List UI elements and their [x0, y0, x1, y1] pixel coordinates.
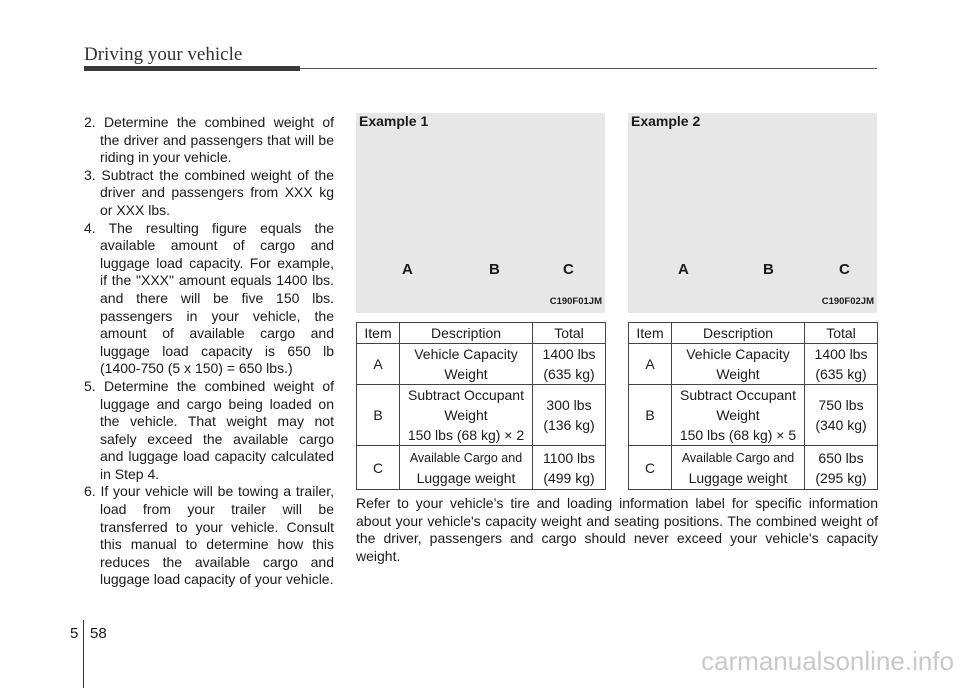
item-cell: B — [629, 385, 672, 446]
figure-code: C190F01JM — [549, 296, 602, 307]
chapter-number: 5 — [70, 625, 79, 642]
col-header-total: Total — [805, 323, 878, 344]
figure-label-c: C — [563, 261, 574, 278]
table-row — [629, 385, 878, 446]
step-number: 2. — [84, 114, 96, 130]
steps-list — [84, 114, 334, 589]
step-item — [84, 114, 334, 167]
step-number: 3. — [84, 166, 96, 183]
table-header-row — [629, 323, 878, 344]
figure-label-c: C — [839, 261, 850, 278]
step-item — [84, 378, 334, 484]
step-item — [84, 483, 334, 589]
figure-label-b: B — [489, 261, 500, 278]
header-rule — [300, 68, 877, 69]
description-cell: Available Cargo and Luggage weight — [672, 446, 805, 490]
example-1-figure — [356, 113, 605, 313]
description-cell: Available Cargo and Luggage weight — [400, 446, 533, 490]
watermark-text: carmanualsonline.info — [701, 646, 954, 676]
table-row — [357, 446, 606, 490]
col-header-item: Item — [357, 323, 400, 344]
step-number: 5. — [84, 377, 96, 394]
example-1-title: Example 1 — [359, 113, 429, 129]
table-row — [357, 385, 606, 446]
description-cell: Subtract Occupant Weight 150 lbs (68 kg) × 5 — [672, 385, 805, 446]
table-row — [357, 344, 606, 385]
table-row — [629, 446, 878, 490]
step-text: Subtract the combined weight of the driver and passengers from XXX kg or XXX lbs. — [100, 166, 334, 218]
item-cell: B — [357, 385, 400, 446]
item-cell: C — [357, 446, 400, 490]
item-cell: C — [629, 446, 672, 490]
col-header-item: Item — [629, 323, 672, 344]
step-number: 6. — [84, 483, 96, 500]
example-2-figure — [628, 113, 877, 313]
item-cell: A — [629, 344, 672, 385]
total-cell: 1400 lbs (635 kg) — [533, 344, 606, 385]
total-cell: 1100 lbs (499 kg) — [533, 446, 606, 490]
figure-code: C190F02JM — [821, 296, 874, 307]
step-number: 4. — [84, 219, 96, 236]
col-header-description: Description — [672, 323, 805, 344]
example-2-table — [628, 322, 878, 490]
table-header-row — [357, 323, 606, 344]
page-header-title: Driving your vehicle — [84, 44, 243, 65]
step-text: If your vehicle will be towing a trailer, load from your trailer will be transferred to your vehicle. Consult this manual to determine how this reduces the available cargo and luggage load capacity of your vehicle. — [100, 483, 334, 588]
example-2-title: Example 2 — [631, 113, 701, 129]
description-cell: Vehicle Capacity Weight — [400, 344, 533, 385]
step-item — [84, 220, 334, 378]
step-text: Determine the combined weight of luggage and cargo being loaded on the vehicle. That weight may not safely exceed the available cargo and luggage load capacity calculated in Step 4. — [100, 377, 335, 482]
step-item — [84, 167, 334, 220]
col-header-total: Total — [533, 323, 606, 344]
total-cell: 650 lbs (295 kg) — [805, 446, 878, 490]
header-accent-bar — [84, 66, 300, 71]
step-text: The resulting figure equals the available amount of cargo and luggage load capacity. For example, if the "XXX" amount equals 1400 lbs. and there will be five 150 lbs. passengers in your vehicle, the amount of available cargo and luggage load capacity is 650 lb (1400-750 (5 x 150) = 650 lbs.) — [100, 219, 334, 377]
figure-label-b: B — [763, 261, 774, 278]
table-row — [629, 344, 878, 385]
description-cell: Subtract Occupant Weight 150 lbs (68 kg) × 2 — [400, 385, 533, 446]
example-1-table — [356, 322, 606, 490]
loading-label-note: Refer to your vehicle’s tire and loading information label for specific information about your vehicle's capacity weight and seating positions. The combined weight of the driver, passengers and cargo should never exceed your vehicle's capacity weight. — [356, 495, 878, 564]
description-cell: Vehicle Capacity Weight — [672, 344, 805, 385]
col-header-description: Description — [400, 323, 533, 344]
page-number: 58 — [90, 625, 107, 642]
figure-label-a: A — [678, 261, 689, 278]
footer-divider — [83, 620, 84, 688]
total-cell: 300 lbs (136 kg) — [533, 385, 606, 446]
step-text: Determine the combined weight of the driver and passengers that will be riding in your vehicle. — [100, 114, 335, 166]
item-cell: A — [357, 344, 400, 385]
total-cell: 1400 lbs (635 kg) — [805, 344, 878, 385]
total-cell: 750 lbs (340 kg) — [805, 385, 878, 446]
figure-label-a: A — [402, 261, 413, 278]
